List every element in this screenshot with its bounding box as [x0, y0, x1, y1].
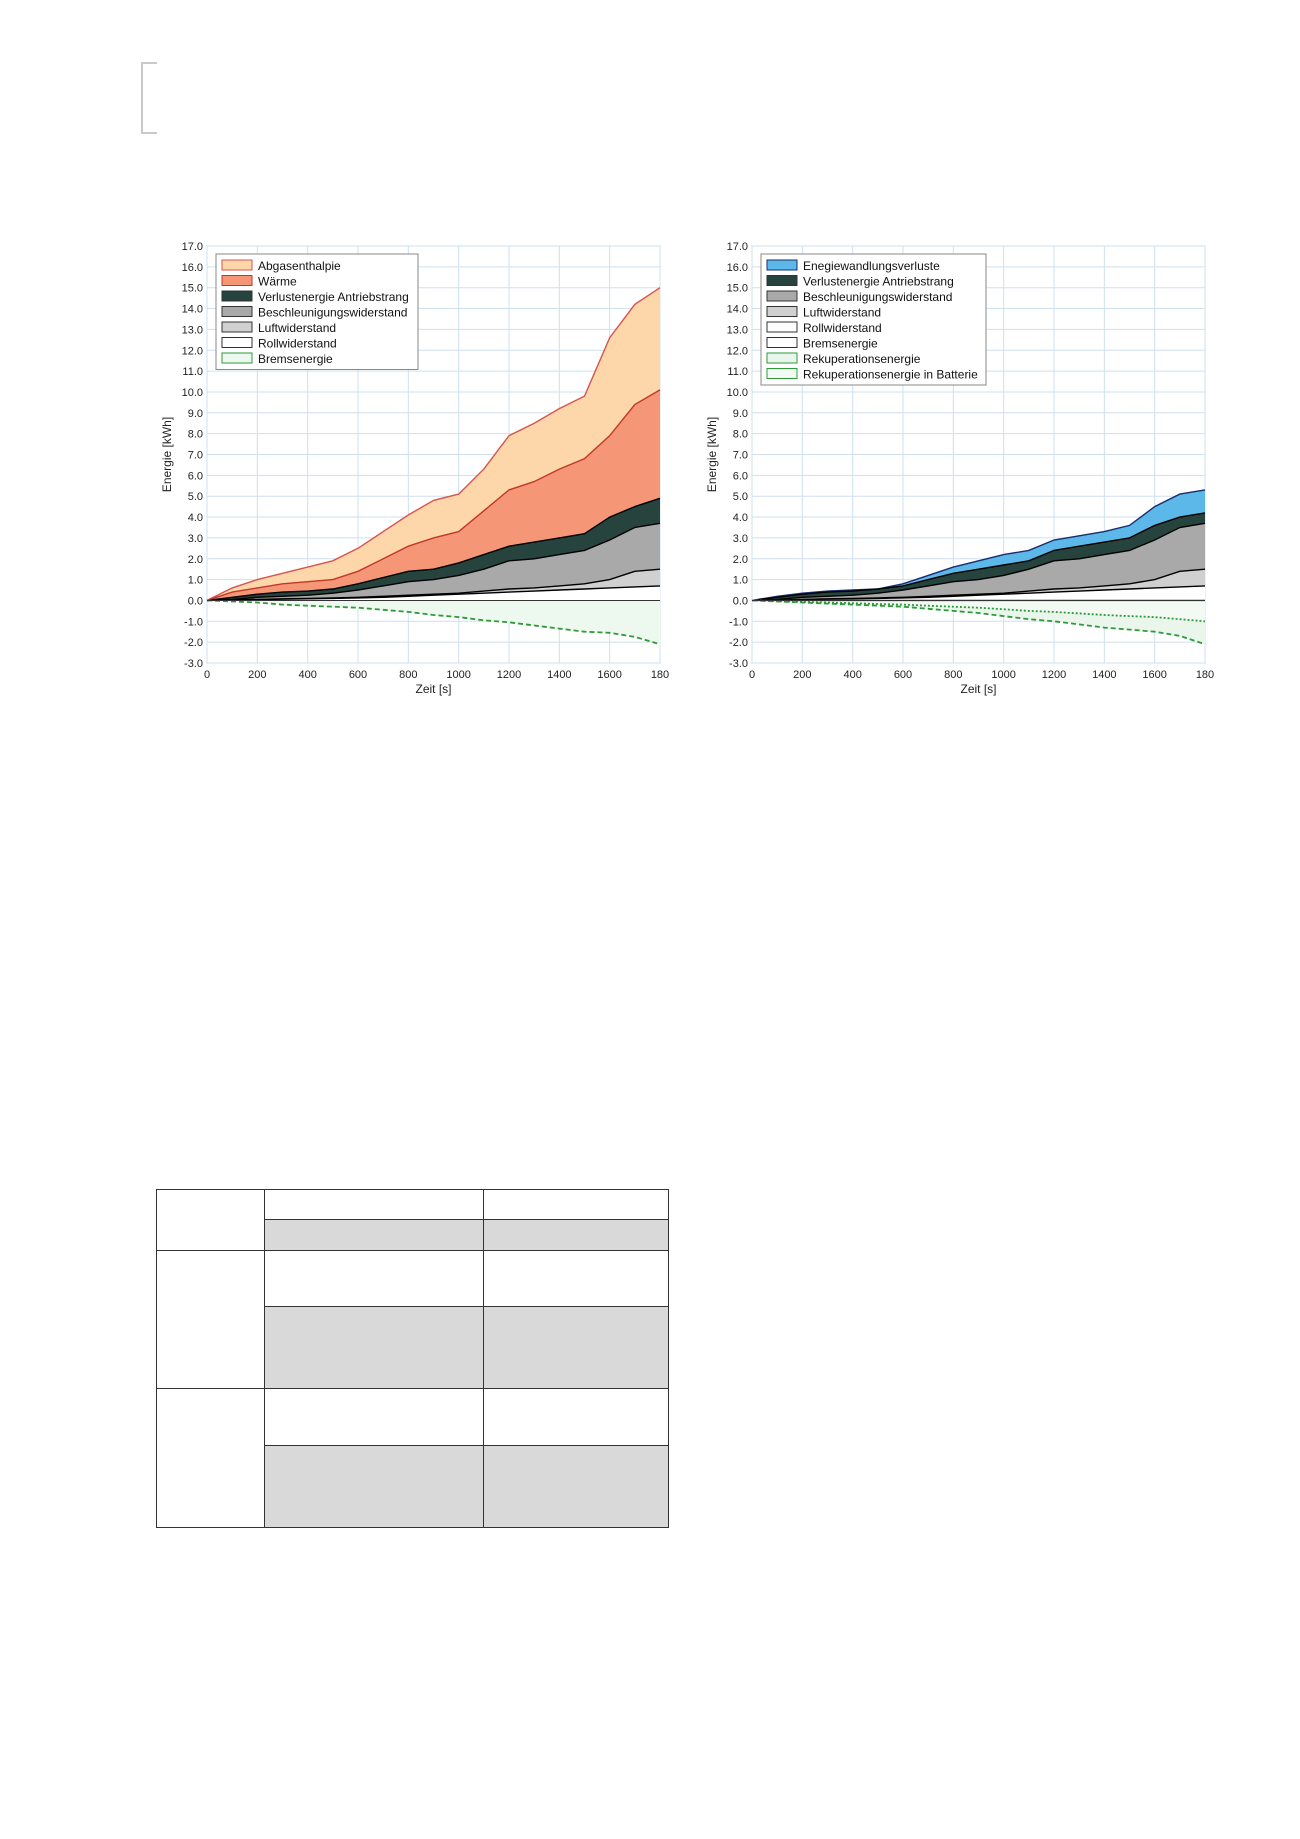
left-legend-swatch: [222, 307, 252, 317]
right-legend-label: Rollwiderstand: [803, 321, 882, 335]
left-legend-label: Abgasenthalpie: [258, 259, 341, 273]
right-y-tick-label: -2.0: [729, 637, 748, 650]
left-y-tick-label: 8.0: [187, 428, 203, 441]
right-y-tick-label: 17.0: [726, 241, 748, 253]
left-y-tick-label: 4.0: [187, 512, 203, 525]
chart-right: [700, 236, 1240, 706]
right-x-tick-label: 0: [748, 669, 756, 681]
right-x-tick-label: 1200: [1041, 669, 1067, 681]
left-y-tick-label: 10.0: [181, 386, 203, 399]
table-cell: [484, 1307, 669, 1389]
table-cell: [157, 1389, 265, 1528]
right-y-tick-label: 15.0: [726, 282, 748, 295]
right-x-tick-label: 200: [793, 669, 812, 681]
left-y-tick-label: 17.0: [181, 241, 203, 253]
right-y-tick-label: 0.0: [732, 595, 748, 608]
right-legend-swatch: [767, 322, 797, 332]
right-y-tick-label: 6.0: [732, 470, 748, 483]
right-y-tick-label: 3.0: [732, 532, 748, 545]
chart-left: [155, 236, 695, 706]
right-legend-swatch: [767, 338, 797, 348]
table-cell: [484, 1446, 669, 1528]
right-y-tick-label: 13.0: [726, 324, 748, 337]
right-legend-swatch: [767, 353, 797, 363]
left-x-tick-label: 600: [348, 669, 368, 681]
left-x-tick-label: 0: [203, 669, 211, 681]
corner-bracket: [141, 62, 157, 134]
left-legend-swatch: [222, 291, 252, 301]
left-y-tick-label: 11.0: [182, 366, 203, 379]
left-y-tick-label: -1.0: [184, 616, 203, 629]
right-x-tick-label: 600: [893, 669, 913, 681]
left-x-tick-label: 1200: [496, 669, 522, 681]
right-x-tick-label: 400: [843, 669, 862, 681]
right-y-tick-label: 9.0: [732, 407, 748, 420]
table-cell: [157, 1251, 265, 1389]
chart-right-svg: [700, 236, 1240, 706]
left-legend-label: Beschleunigungswiderstand: [258, 305, 408, 320]
right-y-tick-label: -1.0: [729, 616, 748, 629]
table-cell: [157, 1190, 265, 1251]
left-x-axis-label: Zeit [s]: [415, 682, 452, 696]
right-y-tick-label: 12.0: [726, 345, 748, 358]
right-legend-swatch: [767, 307, 797, 317]
left-legend-label: Bremsenergie: [258, 352, 333, 366]
left-x-tick-label: 1400: [547, 669, 572, 681]
left-y-tick-label: 1.0: [187, 574, 203, 587]
right-y-tick-label: 16.0: [726, 261, 748, 274]
table-cell: [265, 1307, 484, 1389]
table-row: [157, 1190, 669, 1220]
right-y-tick-label: 11.0: [727, 366, 748, 379]
left-y-tick-label: -3.0: [184, 658, 203, 670]
right-y-axis-label: Energie [kWh]: [705, 416, 719, 493]
table-cell: [484, 1251, 669, 1307]
table-cell: [484, 1220, 669, 1251]
right-legend-swatch: [767, 291, 797, 301]
right-legend-label: Verlustenergie Antriebstrang: [803, 274, 954, 289]
left-y-tick-label: 15.0: [181, 282, 203, 295]
left-y-tick-label: -2.0: [184, 637, 203, 650]
left-x-tick-label: 200: [248, 669, 267, 681]
left-x-tick-label: 800: [399, 669, 418, 681]
right-legend-label: Beschleunigungswiderstand: [803, 290, 953, 304]
chart-left-svg: [155, 236, 695, 706]
table-row: [157, 1389, 669, 1446]
right-legend-label: Enegiewandlungsverluste: [803, 259, 940, 273]
right-legend-label: Luftwiderstand: [803, 305, 882, 320]
table-cell: [265, 1251, 484, 1307]
right-x-axis-label: Zeit [s]: [960, 682, 997, 696]
left-y-tick-label: 5.0: [187, 491, 203, 504]
right-y-tick-label: 4.0: [732, 512, 748, 525]
right-legend-swatch: [767, 369, 797, 379]
right-y-tick-label: 14.0: [726, 303, 748, 316]
left-legend-swatch: [222, 322, 252, 332]
right-legend-label: Rekuperationsenergie: [803, 352, 921, 366]
table-cell: [265, 1446, 484, 1528]
left-legend-swatch: [222, 353, 252, 363]
right-x-tick-label: 1000: [991, 669, 1016, 681]
left-y-tick-label: 7.0: [187, 449, 203, 462]
table-cell: [265, 1190, 484, 1220]
right-y-tick-label: 1.0: [732, 574, 748, 587]
table-cell: [484, 1389, 669, 1446]
left-y-tick-label: 13.0: [181, 324, 203, 337]
right-y-tick-label: 10.0: [726, 386, 748, 399]
left-x-tick-label: 1600: [597, 669, 622, 681]
right-y-tick-label: -3.0: [729, 658, 748, 670]
left-y-tick-label: 3.0: [187, 532, 203, 545]
left-legend-label: Wärme: [258, 274, 297, 289]
left-y-tick-label: 0.0: [187, 595, 203, 608]
right-x-tick-label: 800: [944, 669, 963, 681]
data-table: [156, 1189, 669, 1528]
table-cell: [265, 1389, 484, 1446]
left-legend-swatch: [222, 338, 252, 348]
left-legend-label: Luftwiderstand: [258, 321, 337, 335]
left-legend-swatch: [222, 260, 252, 270]
left-y-axis-label: Energie [kWh]: [160, 416, 174, 493]
right-x-tick-label: 1400: [1092, 669, 1117, 681]
right-x-tick-label: 1600: [1142, 669, 1167, 681]
table-row: [157, 1251, 669, 1307]
right-y-tick-label: 8.0: [732, 428, 748, 441]
right-y-tick-label: 5.0: [732, 491, 748, 504]
right-y-tick-label: 7.0: [732, 449, 748, 462]
right-y-tick-label: 2.0: [732, 553, 748, 566]
left-legend-label: Verlustenergie Antriebstrang: [258, 290, 409, 304]
left-legend-swatch: [222, 276, 252, 286]
left-x-tick-label: 180: [650, 669, 670, 681]
left-y-tick-label: 12.0: [181, 345, 203, 358]
left-x-tick-label: 1000: [446, 669, 471, 681]
left-y-tick-label: 2.0: [187, 553, 203, 566]
table-cell: [265, 1220, 484, 1251]
left-x-tick-label: 400: [298, 669, 317, 681]
left-y-tick-label: 16.0: [181, 261, 203, 274]
right-legend-label: Bremsenergie: [803, 336, 878, 351]
right-legend-swatch: [767, 260, 797, 270]
right-legend-label: Rekuperationsenergie in Batterie: [803, 367, 978, 382]
left-y-tick-label: 9.0: [187, 407, 203, 420]
left-y-tick-label: 14.0: [181, 303, 203, 316]
left-y-tick-label: 6.0: [187, 470, 203, 483]
left-legend-label: Rollwiderstand: [258, 336, 337, 351]
empty-table: [156, 1189, 668, 1527]
table-cell: [484, 1190, 669, 1220]
right-x-tick-label: 180: [1195, 669, 1215, 681]
right-legend-swatch: [767, 276, 797, 286]
